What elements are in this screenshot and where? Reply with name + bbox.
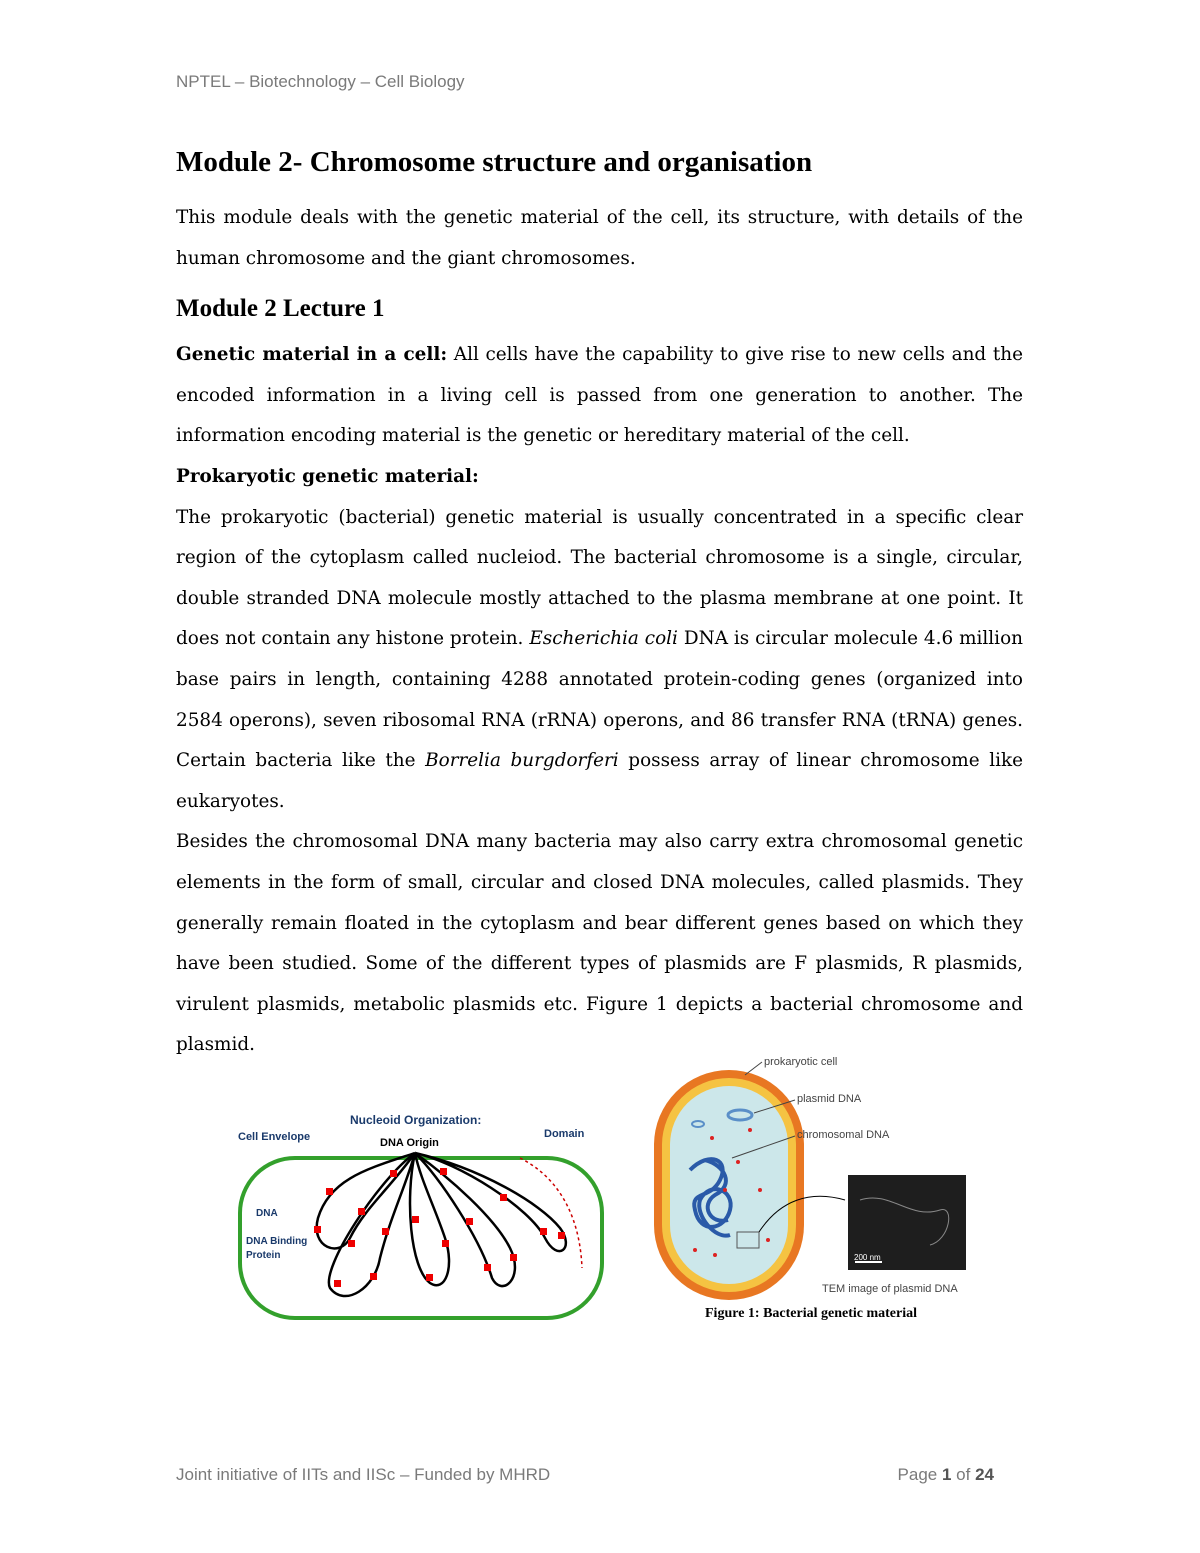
dna-label: DNA xyxy=(256,1208,278,1219)
domain-line xyxy=(520,1158,582,1268)
ecoli-name: Escherichia coli xyxy=(529,628,678,650)
domain-label: Domain xyxy=(544,1128,585,1140)
prokaryotic-cell-label: prokaryotic cell xyxy=(764,1056,838,1068)
plasmid-dna-label: plasmid DNA xyxy=(797,1093,862,1105)
page-header: NPTEL – Biotechnology – Cell Biology xyxy=(176,72,465,91)
prokaryotic-cell-diagram xyxy=(650,1050,995,1300)
lecture-title: Module 2 Lecture 1 xyxy=(176,295,385,323)
page-current: 1 xyxy=(941,1465,952,1484)
para1-part2: DNA is circular molecule 4.6 million base pairs in length, containing 4288 annotated protein-coding genes (organized into 2584 operons), seven ribosomal RNA (rRNA) operons, and 86 transfer RNA (tRNA) genes. Certain bacteria like the xyxy=(176,628,1023,772)
page-label: Page xyxy=(897,1465,942,1484)
borrelia-name: Borrelia burgdorferi xyxy=(425,750,619,772)
figure-caption: Figure 1: Bacterial genetic material xyxy=(705,1306,917,1321)
genetic-material-text: All cells have the capability to give rise to new cells and the encoded information in a living cell is passed from one generation to another. The information encoding material is the genetic or hereditary material of the cell. xyxy=(176,344,1023,447)
binding-label-2: Protein xyxy=(246,1250,281,1261)
prokaryotic-paragraph xyxy=(176,498,1023,823)
genetic-material-lead: Genetic material in a cell: xyxy=(176,344,448,366)
genetic-material-paragraph xyxy=(176,335,1023,457)
intro-paragraph: This module deals with the genetic material of the cell, its structure, with details of the human chromosome and the giant chromosomes. xyxy=(176,207,1023,269)
nucleoid-title: Nucleoid Organization: xyxy=(350,1113,482,1127)
binding-label-1: DNA Binding xyxy=(246,1236,308,1247)
page-title: Module 2- Chromosome structure and organisation xyxy=(176,146,813,178)
para1-part3: possess array of linear chromosome like eukaryotes. xyxy=(176,750,1023,812)
prokaryotic-heading: Prokaryotic genetic material: xyxy=(176,465,479,487)
dna-origin-label: DNA Origin xyxy=(380,1137,439,1149)
footer-left: Joint initiative of IITs and IISc – Funded by MHRD xyxy=(176,1465,551,1484)
page-number xyxy=(898,1465,994,1485)
para1-part1: The prokaryotic (bacterial) genetic material is usually concentrated in a specific clear region of the cytoplasm called nucleiod. The bacterial chromosome is a single, circular, double stranded DNA molecule mostly attached to the plasma membrane at one point. It does not contain any histone protein. xyxy=(176,506,1023,650)
main-content xyxy=(176,140,1023,1066)
chromosomal-dna-label: chromosomal DNA xyxy=(797,1129,890,1141)
cell-envelope-label: Cell Envelope xyxy=(238,1131,311,1143)
page-of: of xyxy=(951,1465,976,1484)
scale-label: 200 nm xyxy=(854,1253,881,1262)
tem-label: TEM image of plasmid DNA xyxy=(822,1283,958,1295)
page-total: 24 xyxy=(975,1465,994,1484)
nucleoid-diagram xyxy=(230,1108,610,1323)
plasmid-paragraph: Besides the chromosomal DNA many bacteria may also carry extra chromosomal genetic elements in the form of small, circular and closed DNA molecules, called plasmids. They generally remain floated in the cytoplasm and bear different genes based on which they have been studied. Some of the different types of plasmids are F plasmids, R plasmids, virulent plasmids, metabolic plasmids etc. Figure 1 depicts a bacterial chromosome and plasmid. xyxy=(176,831,1023,1056)
